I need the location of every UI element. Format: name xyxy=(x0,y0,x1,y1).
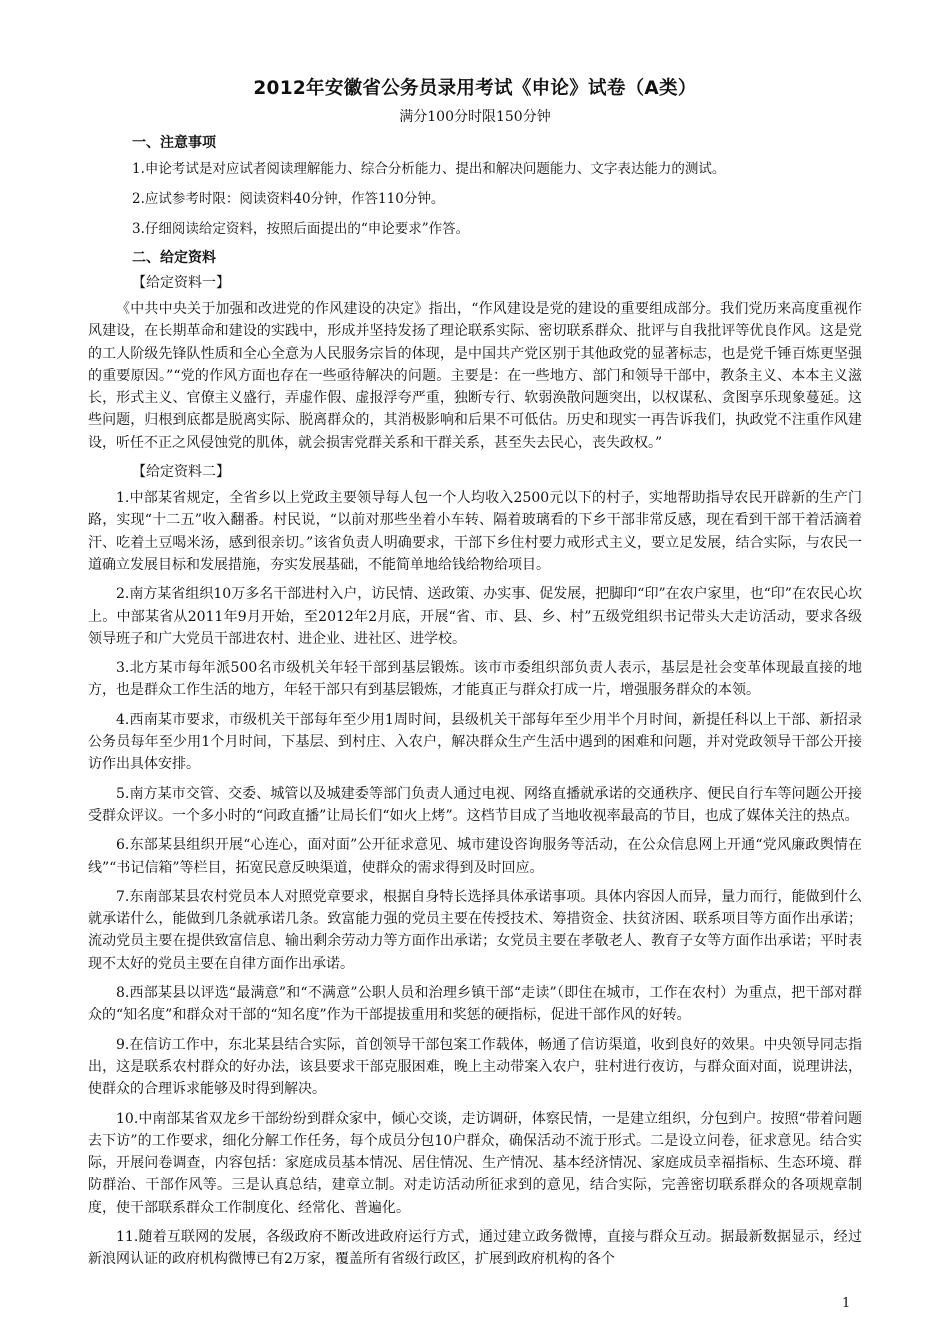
material-paragraph: 2.南方某省组织10万多名干部进村入户，访民情、送政策、办实事、促发展，把脚印“印”在农户家里，也“印”在农民心坎上。中部某省从2011年9月开始，至2012年2月底，开展“省、市、县、乡、村”五级党组织书记带头大走访活动，要求各级领导班子和广大党员干部进农村、进企业、进社区、进学校。 xyxy=(88,586,862,647)
document-subtitle: 满分100分时限150分钟 xyxy=(399,109,551,125)
document-page xyxy=(88,74,862,1278)
notice-item: 1.申论考试是对应试者阅读理解能力、综合分析能力、提出和解决问题能力、文字表达能力的测试。 xyxy=(132,161,726,177)
document-title: 2012年安徽省公务员录用考试《申论》试卷（A类） xyxy=(253,78,697,99)
material-paragraph: 10.中南部某省双龙乡干部纷纷到群众家中，倾心交谈，走访调研，体察民情，一是建立组织，分包到户。按照“带着问题去下访”的工作要求，细化分解工作任务，每个成员分包10户群众，确保活动不流于形式。二是设立问卷，征求意见。结合实际，开展问卷调查，内容包括：家庭成员基本情况、居住情况、生产情况、基本经济情况、家庭成员幸福指标、生态环境、群防群治、干部作风等。三是认真总结，建章立制。对走访活动所征求到的意见，结合实际，完善密切联系群众的各项规章制度，使干部联系群众工作制度化、经常化、普遍化。 xyxy=(88,1110,862,1216)
notice-item: 3.仔细阅读给定资料，按照后面提出的“申论要求”作答。 xyxy=(132,221,470,237)
notice-item: 2.应试参考时限：阅读资料40分钟，作答110分钟。 xyxy=(132,191,445,207)
material-paragraph: 《中共中央关于加强和改进党的作风建设的决定》指出，“作风建设是党的建设的重要组成部分。我们党历来高度重视作风建设，在长期革命和建设的实践中，形成并坚持发扬了理论联系实际、密切联系群众、批评与自我批评等优良作风。这是党的工人阶级先锋队性质和全心全意为人民服务宗旨的体现，是中国共产党区别于其他政党的显著标志，也是党千锤百炼更坚强的重要原因。”“党的作风方面也存在一些亟待解决的问题。主要是：在一些地方、部门和领导干部中，教条主义、本本主义滋长，形式主义、官僚主义盛行，弄虚作假、虚报浮夸严重，独断专行、软弱涣散问题突出，以权谋私、贪图享乐现象蔓延。这些问题，归根到底都是脱离实际、脱离群众的，其消极影响和后果不可低估。历史和现实一再告诉我们，执政党不注重作风建设，听任不正之风侵蚀党的肌体，就会损害党群关系和干群关系，甚至失去民心，丧失政权。” xyxy=(88,301,862,451)
material-paragraph: 7.东南部某县农村党员本人对照党章要求，根据自身特长选择具体承诺事项。具体内容因人而异，量力而行，能做到什么就承诺什么，能做到几条就承诺几条。致富能力强的党员主要在传授技术、筹措资金、扶贫济困、联系项目等方面作出承诺；流动党员主要在提供致富信息、输出剩余劳动力等方面作出承诺；女党员主要在孝敬老人、教育子女等方面作出承诺；平时表现不太好的党员主要在自律方面作出承诺。 xyxy=(88,888,862,972)
material-paragraph: 11.随着互联网的发展，各级政府不断改进政府运行方式，通过建立政务微博，直接与群众互动。据最新数据显示，经过新浪网认证的政府机构微博已有2万家，覆盖所有省级行政区，扩展到政府机构的各个 xyxy=(88,1228,862,1268)
material-label: 【给定资料二】 xyxy=(132,464,230,481)
page-number: 1 xyxy=(842,1296,851,1311)
material-paragraph: 9.在信访工作中，东北某县结合实际，首创领导干部包案工作载体，畅通了信访渠道，收到良好的效果。中央领导同志指出，这是联系农村群众的好办法，该县要求干部克服困难，晚上主动带案入农户，驻村进行夜访，与群众面对面，说理讲法，使群众的合理诉求能够及时得到解决。 xyxy=(88,1036,862,1098)
material-label: 【给定资料一】 xyxy=(132,275,230,291)
material-paragraph: 4.西南某市要求，市级机关干部每年至少用1周时间，县级机关干部每年至少用半个月时间，新提任科以上干部、新招录公务员每年至少用1个月时间，下基层、到村庄、入农户，解决群众生产生活中遇到的困难和问题，并对党政领导干部公开接访作出具体安排。 xyxy=(88,711,862,773)
section-heading-notices: 一、注意事项 xyxy=(132,135,216,151)
material-paragraph: 6.东部某县组织开展“心连心，面对面”公开征求意见、城市建设咨询服务等活动，在公众信息网上开通“党风廉政舆情在线”“书记信箱”等栏目，拓宽民意反映渠道，使群众的需求得到及时回应。 xyxy=(88,837,862,876)
section-heading-materials: 二、给定资料 xyxy=(132,250,216,266)
material-paragraph: 8.西部某县以评选“最满意”和“不满意”公职人员和治理乡镇干部“走读”（即住在城市，工作在农村）为重点，把干部对群众的“知名度”和群众对干部的“知名度”作为干部提拔重用和奖惩的硬指标，促进干部作风的好转。 xyxy=(88,985,862,1024)
material-paragraph: 1.中部某省规定，全省乡以上党政主要领导每人包一个人均收入2500元以下的村子，实地帮助指导农民开辟新的生产门路，实现“十二五”收入翻番。村民说，“以前对那些坐着小车转、隔着玻璃看的下乡干部非常反感，现在看到干部干着活滴着汗、吃着土豆喝米汤，感到很亲切。”该省负责人明确要求，干部下乡住村要力戒形式主义，要立足发展，结合实际，与农民一道确立发展目标和发展措施，夯实发展基础，不能简单地给钱给物给项目。 xyxy=(88,490,862,573)
material-paragraph: 3.北方某市每年派500名市级机关年轻干部到基层锻炼。该市市委组织部负责人表示，基层是社会变革体现最直接的地方，也是群众工作生活的地方，年轻干部只有到基层锻炼，才能真正与群众打成一片，增强服务群众的本领。 xyxy=(88,660,862,699)
material-paragraph: 5.南方某市交管、交委、城管以及城建委等部门负责人通过电视、网络直播就承诺的交通秩序、便民自行车等问题公开接受群众评议。一个多小时的“问政直播”让局长们“如火上烤”。这档节目成了当地收视率最高的节目，也成了媒体关注的热点。 xyxy=(88,785,862,824)
